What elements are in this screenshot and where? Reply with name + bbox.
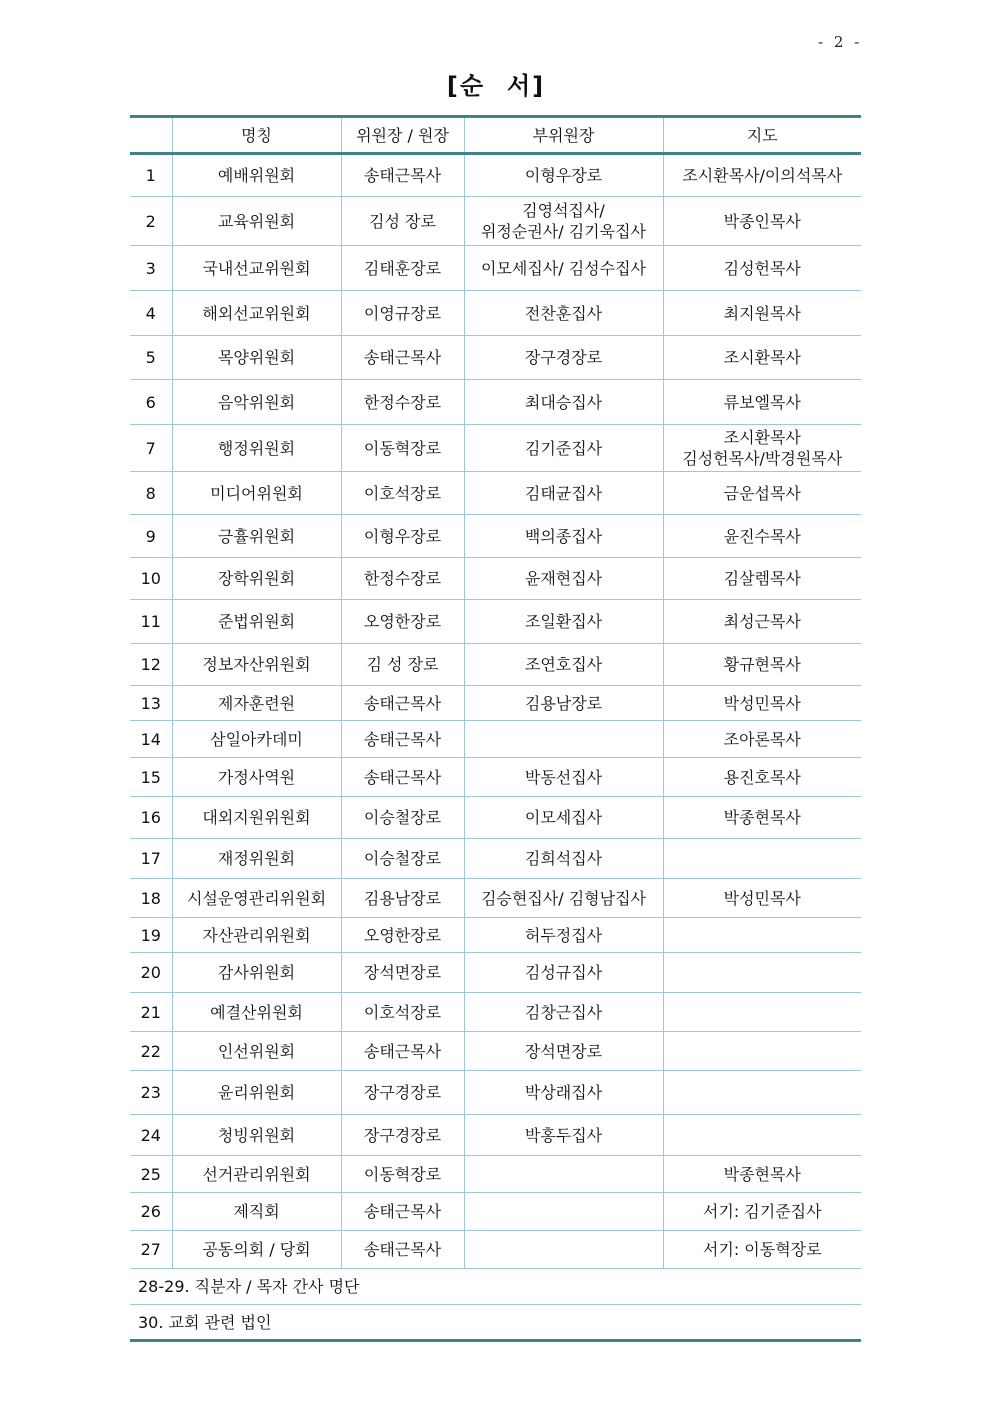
committee-name: 선거관리위원회 [172, 1156, 341, 1193]
advisor-line: 박종현목사 [723, 808, 801, 827]
advisor-line: 김살렘목사 [723, 569, 801, 588]
vice-chair-line: 전찬훈집사 [524, 303, 603, 323]
footer-row [130, 1269, 861, 1305]
vice-chair-names [464, 1156, 663, 1193]
committee-name: 해외선교위원회 [172, 291, 341, 336]
advisor-names [663, 686, 861, 721]
chair-name: 이호석장로 [341, 993, 464, 1032]
chair-name: 송태근목사 [341, 721, 464, 758]
chair-name: 김성 장로 [341, 197, 464, 246]
table-row [130, 515, 861, 558]
table-row [130, 558, 861, 600]
advisor-names [663, 644, 861, 686]
committee-name: 공동의회 / 당회 [172, 1231, 341, 1269]
advisor-line: 조시환목사 [723, 348, 801, 367]
row-number: 16 [130, 797, 172, 839]
vice-chair-names [464, 154, 663, 197]
chair-name: 이승철장로 [341, 797, 464, 839]
chair-name: 장구경장로 [341, 1071, 464, 1115]
vice-chair-names [464, 758, 663, 797]
vice-chair-names [464, 993, 663, 1032]
row-number: 9 [130, 515, 172, 558]
chair-name: 송태근목사 [341, 154, 464, 197]
table-row [130, 380, 861, 425]
advisor-names [663, 515, 861, 558]
vice-chair-line: 박동선집사 [524, 767, 603, 787]
chair-name: 이승철장로 [341, 839, 464, 879]
row-number: 18 [130, 879, 172, 918]
vice-chair-names [464, 879, 663, 918]
advisor-names [663, 558, 861, 600]
chair-name: 한정수장로 [341, 380, 464, 425]
vice-chair-line: 장석면장로 [524, 1041, 603, 1061]
committee-name: 재정위원회 [172, 839, 341, 879]
table-row [130, 154, 861, 197]
table-row [130, 1071, 861, 1115]
vice-chair-line: 이모세집사 [524, 808, 603, 827]
chair-name: 오영한장로 [341, 918, 464, 953]
committee-name: 자산관리위원회 [172, 918, 341, 953]
vice-chair-names [464, 380, 663, 425]
chair-name: 한정수장로 [341, 558, 464, 600]
advisor-names [663, 953, 861, 993]
advisor-line: 조시환목사 [723, 428, 801, 447]
vice-chair-names [464, 600, 663, 644]
vice-chair-names [464, 1071, 663, 1115]
row-number: 8 [130, 472, 172, 515]
committee-name: 행정위원회 [172, 425, 341, 472]
vice-chair-names [464, 246, 663, 291]
vice-chair-line: 김승현집사/ 김형남집사 [480, 888, 647, 908]
vice-chair-names [464, 472, 663, 515]
committee-name: 미디어위원회 [172, 472, 341, 515]
table-header-row [130, 117, 861, 154]
chair-name: 장구경장로 [341, 1115, 464, 1156]
row-number: 27 [130, 1231, 172, 1269]
chair-name: 송태근목사 [341, 1193, 464, 1231]
committee-name: 제자훈련원 [172, 686, 341, 721]
vice-chair-line: 윤재현집사 [524, 569, 603, 588]
row-number: 1 [130, 154, 172, 197]
advisor-line: 최지원목사 [723, 303, 801, 323]
advisor-line: 서기: 김기준집사 [702, 1202, 822, 1221]
advisor-names [663, 993, 861, 1032]
chair-name: 송태근목사 [341, 686, 464, 721]
footer-row [130, 1305, 861, 1341]
chair-name: 송태근목사 [341, 1032, 464, 1071]
advisor-line: 박성민목사 [723, 693, 801, 713]
vice-chair-names [464, 425, 663, 472]
chair-name: 김 성 장로 [341, 644, 464, 686]
vice-chair-names [464, 1193, 663, 1231]
header-number [130, 117, 172, 154]
advisor-line: 김성헌목사 [723, 258, 801, 278]
vice-chair-names [464, 1231, 663, 1269]
vice-chair-line: 김영석집사/ [522, 201, 605, 220]
table-row [130, 291, 861, 336]
vice-chair-line: 김희석집사 [524, 849, 603, 868]
advisor-line: 금운섭목사 [723, 483, 801, 503]
advisor-line: 윤진수목사 [723, 526, 801, 546]
advisor-names [663, 600, 861, 644]
committee-name: 예배위원회 [172, 154, 341, 197]
chair-name: 이형우장로 [341, 515, 464, 558]
committee-name: 준법위원회 [172, 600, 341, 644]
vice-chair-names [464, 721, 663, 758]
header-advisor: 지도 [663, 117, 861, 154]
row-number: 4 [130, 291, 172, 336]
advisor-line: 류보엘목사 [723, 392, 801, 412]
advisor-names [663, 797, 861, 839]
table-row [130, 993, 861, 1032]
row-number: 3 [130, 246, 172, 291]
row-number: 10 [130, 558, 172, 600]
vice-chair-line: 백의종집사 [524, 526, 603, 546]
chair-name: 송태근목사 [341, 1231, 464, 1269]
chair-name: 이동혁장로 [341, 1156, 464, 1193]
advisor-line: 조아론목사 [723, 729, 801, 749]
vice-chair-line: 김창근집사 [524, 1002, 603, 1022]
vice-chair-line: 이형우장로 [524, 166, 603, 185]
advisor-line: 김성헌목사/박경원목사 [682, 449, 843, 468]
vice-chair-names [464, 336, 663, 380]
vice-chair-names [464, 558, 663, 600]
chair-name: 김용남장로 [341, 879, 464, 918]
committee-name: 장학위원회 [172, 558, 341, 600]
advisor-names [663, 1071, 861, 1115]
table-row [130, 686, 861, 721]
advisor-line: 황규현목사 [723, 655, 801, 674]
vice-chair-line: 조일환집사 [524, 612, 603, 631]
table-row [130, 758, 861, 797]
vice-chair-line: 박홍두집사 [524, 1125, 603, 1145]
advisor-names [663, 1231, 861, 1269]
advisor-names [663, 197, 861, 246]
committee-name: 정보자산위원회 [172, 644, 341, 686]
advisor-names [663, 879, 861, 918]
chair-name: 이영규장로 [341, 291, 464, 336]
title-part-open: [순 [446, 72, 485, 100]
committee-name: 가정사역원 [172, 758, 341, 797]
table-body [130, 154, 861, 1341]
row-number: 5 [130, 336, 172, 380]
table-row [130, 472, 861, 515]
advisor-names [663, 1115, 861, 1156]
committee-name: 국내선교위원회 [172, 246, 341, 291]
row-number: 15 [130, 758, 172, 797]
table-row [130, 839, 861, 879]
table-row [130, 1193, 861, 1231]
chair-name: 장석면장로 [341, 953, 464, 993]
table-row [130, 1032, 861, 1071]
footer-section-label: 30. 교회 관련 법인 [130, 1305, 861, 1341]
row-number: 7 [130, 425, 172, 472]
committee-name: 긍휼위원회 [172, 515, 341, 558]
advisor-names [663, 154, 861, 197]
advisor-names [663, 472, 861, 515]
vice-chair-names [464, 644, 663, 686]
chair-name: 오영한장로 [341, 600, 464, 644]
committee-name: 제직회 [172, 1193, 341, 1231]
committee-name: 대외지원위원회 [172, 797, 341, 839]
footer-section-label: 28-29. 직분자 / 목자 간사 명단 [130, 1269, 861, 1305]
chair-name: 김태훈장로 [341, 246, 464, 291]
chair-name: 이호석장로 [341, 472, 464, 515]
vice-chair-names [464, 797, 663, 839]
row-number: 19 [130, 918, 172, 953]
chair-name: 송태근목사 [341, 758, 464, 797]
committee-table [130, 115, 861, 1342]
advisor-line: 박종인목사 [723, 211, 801, 231]
header-chair: 위원장 / 원장 [341, 117, 464, 154]
table-row [130, 1231, 861, 1269]
table-row [130, 197, 861, 246]
chair-name: 이동혁장로 [341, 425, 464, 472]
vice-chair-line: 이모세집사/ 김성수집사 [480, 258, 647, 278]
page-number: - 2 - [818, 33, 863, 51]
committee-name: 인선위원회 [172, 1032, 341, 1071]
advisor-names [663, 291, 861, 336]
vice-chair-line: 박상래집사 [524, 1083, 603, 1102]
committee-name: 예결산위원회 [172, 993, 341, 1032]
vice-chair-line: 김성규집사 [524, 963, 603, 982]
row-number: 22 [130, 1032, 172, 1071]
committee-name: 감사위원회 [172, 953, 341, 993]
committee-name: 청빙위원회 [172, 1115, 341, 1156]
vice-chair-line: 김태균집사 [524, 483, 603, 503]
vice-chair-line: 허두정집사 [524, 925, 603, 945]
table-row [130, 644, 861, 686]
committee-name: 삼일아카데미 [172, 721, 341, 758]
vice-chair-names [464, 197, 663, 246]
table-row [130, 918, 861, 953]
page-title [0, 66, 992, 101]
table-row [130, 1115, 861, 1156]
row-number: 25 [130, 1156, 172, 1193]
row-number: 14 [130, 721, 172, 758]
row-number: 6 [130, 380, 172, 425]
chair-name: 송태근목사 [341, 336, 464, 380]
row-number: 26 [130, 1193, 172, 1231]
vice-chair-names [464, 953, 663, 993]
vice-chair-names [464, 839, 663, 879]
advisor-names [663, 758, 861, 797]
row-number: 20 [130, 953, 172, 993]
advisor-names [663, 1032, 861, 1071]
committee-name: 윤리위원회 [172, 1071, 341, 1115]
vice-chair-line: 김기준집사 [524, 438, 603, 458]
vice-chair-line: 조연호집사 [524, 655, 603, 674]
advisor-names [663, 380, 861, 425]
row-number: 21 [130, 993, 172, 1032]
advisor-line: 최성근목사 [723, 612, 801, 631]
header-name: 명칭 [172, 117, 341, 154]
row-number: 11 [130, 600, 172, 644]
vice-chair-names [464, 1115, 663, 1156]
header-vice-chair: 부위원장 [464, 117, 663, 154]
vice-chair-names [464, 1032, 663, 1071]
table-row [130, 879, 861, 918]
vice-chair-line: 최대승집사 [524, 392, 603, 412]
table-row [130, 336, 861, 380]
advisor-names [663, 425, 861, 472]
title-part-close: 서] [507, 72, 546, 100]
vice-chair-names [464, 291, 663, 336]
table-row [130, 953, 861, 993]
committee-name: 교육위원회 [172, 197, 341, 246]
vice-chair-line: 위정순권사/ 김기욱집사 [480, 222, 647, 241]
advisor-names [663, 336, 861, 380]
table-row [130, 425, 861, 472]
committee-name: 시설운영관리위원회 [172, 879, 341, 918]
row-number: 17 [130, 839, 172, 879]
vice-chair-names [464, 918, 663, 953]
vice-chair-names [464, 515, 663, 558]
vice-chair-line: 장구경장로 [524, 348, 603, 367]
row-number: 13 [130, 686, 172, 721]
advisor-line: 서기: 이동혁장로 [702, 1240, 822, 1259]
table-row [130, 600, 861, 644]
committee-name: 음악위원회 [172, 380, 341, 425]
advisor-line: 조시환목사/이의석목사 [682, 166, 843, 185]
row-number: 24 [130, 1115, 172, 1156]
advisor-names [663, 246, 861, 291]
advisor-names [663, 918, 861, 953]
committee-name: 목양위원회 [172, 336, 341, 380]
vice-chair-line: 김용남장로 [524, 693, 603, 713]
advisor-line: 박종현목사 [723, 1164, 801, 1184]
advisor-names [663, 1193, 861, 1231]
advisor-names [663, 839, 861, 879]
row-number: 12 [130, 644, 172, 686]
table-row [130, 797, 861, 839]
table-row [130, 246, 861, 291]
advisor-names [663, 1156, 861, 1193]
vice-chair-names [464, 686, 663, 721]
table-row [130, 1156, 861, 1193]
table-row [130, 721, 861, 758]
row-number: 2 [130, 197, 172, 246]
advisor-line: 박성민목사 [723, 888, 801, 908]
advisor-line: 용진호목사 [723, 767, 801, 787]
row-number: 23 [130, 1071, 172, 1115]
advisor-names [663, 721, 861, 758]
